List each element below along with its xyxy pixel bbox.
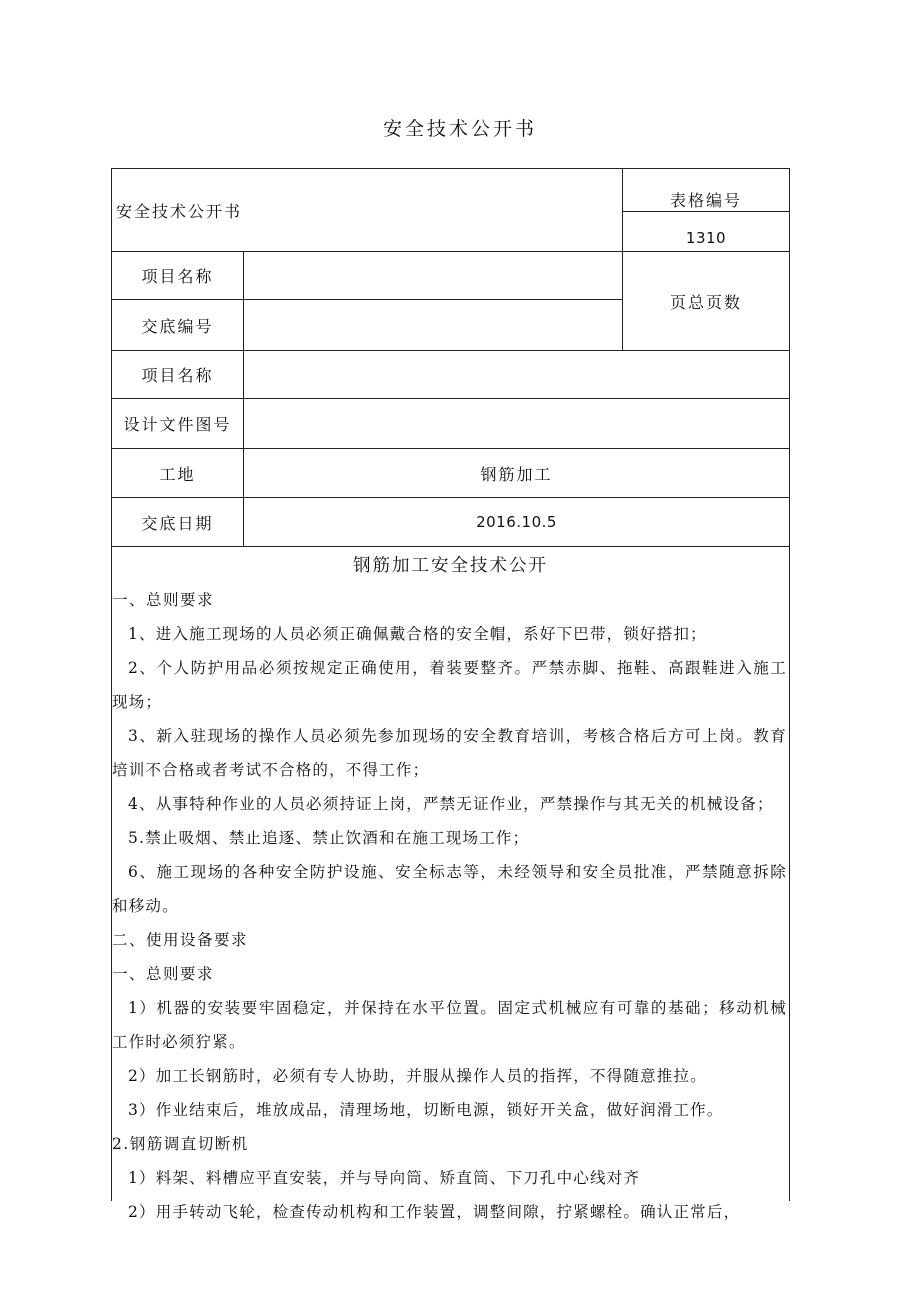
row-value-site: 钢筋加工	[480, 464, 553, 484]
header-left-label: 安全技术公开书	[116, 201, 243, 221]
row-value-drawing-no	[244, 399, 789, 448]
row-label-project-name: 项目名称	[141, 267, 214, 286]
content-paragraph: 2、个人防护用品必须按规定正确使用，着装要整齐。严禁赤脚、拖鞋、高跟鞋进入施工现场；	[112, 659, 787, 711]
page-count-label: 页总页数	[669, 292, 742, 312]
content-paragraph: 6、施工现场的各种安全防护设施、安全标志等，未经领导和安全员批准，严禁随意拆除和移动。	[112, 863, 787, 915]
content-paragraph: 1、进入施工现场的人员必须正确佩戴合格的安全帽，系好下巴带，锁好搭扣；	[128, 625, 707, 643]
content-paragraph: 3、新入驻现场的操作人员必须先参加现场的安全教育培训，考核合格后方可上岗。教育培训不合格或者考试不合格的，不得工作；	[112, 727, 787, 779]
section-title: 钢筋加工安全技术公开	[353, 556, 548, 576]
form-number-label: 表格编号	[669, 190, 742, 210]
row-label-site: 工地	[159, 464, 196, 484]
form-number-value: 1310	[685, 229, 727, 247]
content-paragraph: 1）料架、料槽应平直安装，并与导向筒、矫直筒、下刀孔中心线对齐	[128, 1169, 641, 1187]
row-value-project-name-2	[244, 351, 789, 398]
content-paragraph: 5.禁止吸烟、禁止追逐、禁止饮酒和在施工现场工作；	[128, 829, 530, 847]
section-heading: 一、总则要求	[112, 965, 215, 983]
content-paragraph: 2）用手转动飞轮，检查传动机构和工作装置，调整间隙，拧紧螺栓。确认正常后，	[128, 1203, 741, 1221]
row-label-project-name-2: 项目名称	[141, 366, 214, 385]
row-value-date: 2016.10.5	[476, 513, 557, 531]
form-table	[111, 168, 790, 1221]
section-heading: 一、总则要求	[112, 591, 215, 609]
content-paragraph: 1）机器的安装要牢固稳定，并保持在水平位置。固定式机械应有可靠的基础；移动机械工作时必须狞紧。	[112, 999, 787, 1051]
content-lines	[112, 583, 789, 1229]
section-heading: 2.钢筋调直切断机	[112, 1135, 249, 1153]
content-paragraph: 4、从事特种作业的人员必须持证上岗，严禁无证作业，严禁操作与其无关的机械设备；	[128, 795, 774, 813]
content-paragraph: 2）加工长钢筋时，必须有专人协助，并服从操作人员的指挥，不得随意推拉。	[128, 1067, 707, 1085]
row-label-date: 交底日期	[141, 513, 214, 533]
content-area	[112, 547, 789, 1229]
row-label-drawing-no: 设计文件图号	[123, 415, 232, 434]
row-value-disclosure-no	[244, 300, 622, 350]
section-heading: 二、使用设备要求	[112, 931, 249, 949]
row-label-disclosure-no: 交底编号	[141, 316, 214, 336]
row-value-project-name	[244, 252, 622, 299]
content-paragraph: 3）作业结束后，堆放成品，清理场地，切断电源，锁好开关盒，做好润滑工作。	[128, 1101, 724, 1119]
document-title: 安全技术公开书	[382, 118, 537, 140]
